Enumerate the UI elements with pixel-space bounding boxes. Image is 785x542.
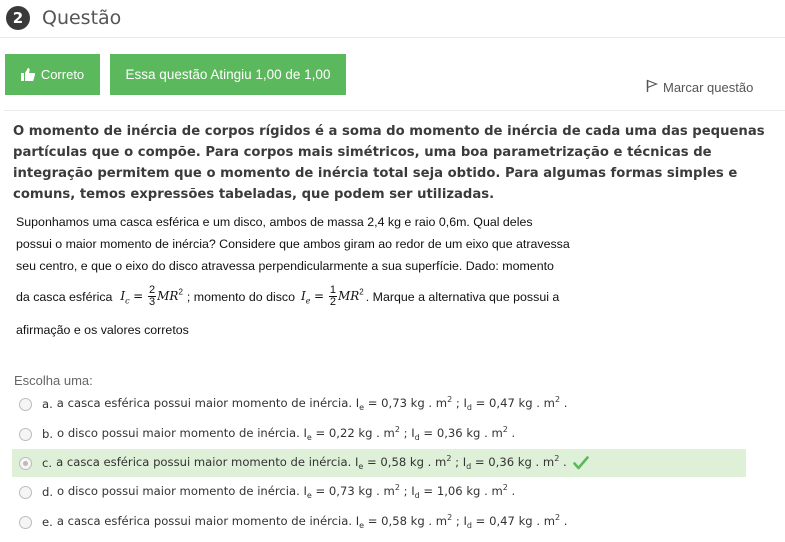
option-letter: c. (42, 456, 53, 470)
score-label: Essa questão Atingiu 1,00 de 1,00 (125, 67, 331, 82)
question-title: Questão (42, 7, 122, 29)
option-text: a casca esférica possui maior momento de inércia. $I_e = 0,58$ kg . $m^2$ ; $I_d = 0,36$ kg . $m^2$ . (56, 454, 567, 472)
option-letter: d. (42, 485, 54, 499)
option-text: o disco possui maior momento de inércia. $I_e = 0,73$ kg . $m^2$ ; $I_d = 1,06$ kg . $m^2$ . (57, 483, 516, 501)
option-text: a casca esférica possui maior momento de inércia. $I_e = 0,58$ kg . $m^2$ ; $I_d = 0,47$ kg . $m^2$ . (56, 513, 568, 531)
score-status-button (110, 54, 346, 95)
correct-label: Correto (40, 67, 85, 82)
question-content (4, 110, 785, 542)
problem-line-4-post: . Marque a alternativa que possui a (365, 289, 560, 304)
checkmark-icon (573, 456, 589, 470)
radio-button[interactable] (19, 428, 32, 441)
radio-button[interactable] (19, 486, 32, 499)
problem-line-4 (16, 285, 616, 308)
flag-label[interactable]: Marcar questão (663, 80, 754, 95)
problem-line-2: possui o maior momento de inércia? Considere que ambos giram ao redor de um eixo que atravessa (16, 237, 570, 251)
flag-question-link[interactable] (646, 79, 753, 96)
question-number-badge: 2 (6, 6, 30, 30)
radio-button[interactable] (19, 516, 32, 529)
answer-option-e[interactable] (12, 508, 746, 536)
option-letter: a. (42, 397, 53, 411)
correct-status-button (5, 54, 100, 95)
radio-button[interactable] (19, 457, 32, 470)
option-text: a casca esférica possui maior momento de inércia. $I_e = 0,73$ kg . $m^2$ ; $I_d = 0,47$ kg . $m^2$ . (56, 395, 568, 413)
option-letter: b. (42, 427, 54, 441)
problem-line-4-mid: ; momento do disco (186, 289, 296, 304)
problem-line-5: afirmação e os valores corretos (16, 323, 189, 337)
option-text: o disco possui maior momento de inércia. $I_e = 0,22$ kg . $m^2$ ; $I_d = 0,36$ kg . $m^2$ . (57, 425, 516, 443)
problem-line-4-pre: da casca esférica (16, 289, 113, 304)
flag-icon (646, 79, 663, 96)
option-letter: e. (42, 515, 53, 529)
problem-line-3: seu centro, e que o eixo do disco atravessa perpendicularmente a sua superfície. Dado: momento (16, 259, 554, 273)
formula-shell: $I_c$ = $\frac{2}{3}$ $MR^2$ (120, 284, 183, 308)
problem-line-1: Suponhamos uma casca esférica e um disco, ambos de massa 2,4 kg e raio 0,6m. Qual deles (16, 215, 533, 229)
header-divider (0, 37, 785, 38)
question-header (0, 0, 785, 38)
answer-option-d[interactable] (12, 478, 746, 506)
question-intro: O momento de inércia de corpos rígidos é a soma do momento de inércia de cada uma das pequenas partículas que o compõe. Para corpos mais simétricos, uma boa parametrização e técnicas de integração permitem que o momento de inércia total seja obtido. Para algumas formas simples e comuns, temos expressões tabeladas, que podem ser utilizadas. (13, 124, 765, 202)
radio-button[interactable] (19, 398, 32, 411)
answer-option-b[interactable] (12, 420, 746, 448)
answer-option-c[interactable] (12, 449, 746, 477)
answer-option-a[interactable] (12, 390, 746, 418)
choose-label: Escolha uma: (14, 373, 93, 388)
formula-disk: $I_e$ = $\frac{1}{2}$ $MR^2$ (301, 284, 364, 308)
thumbs-up-icon (21, 68, 35, 81)
